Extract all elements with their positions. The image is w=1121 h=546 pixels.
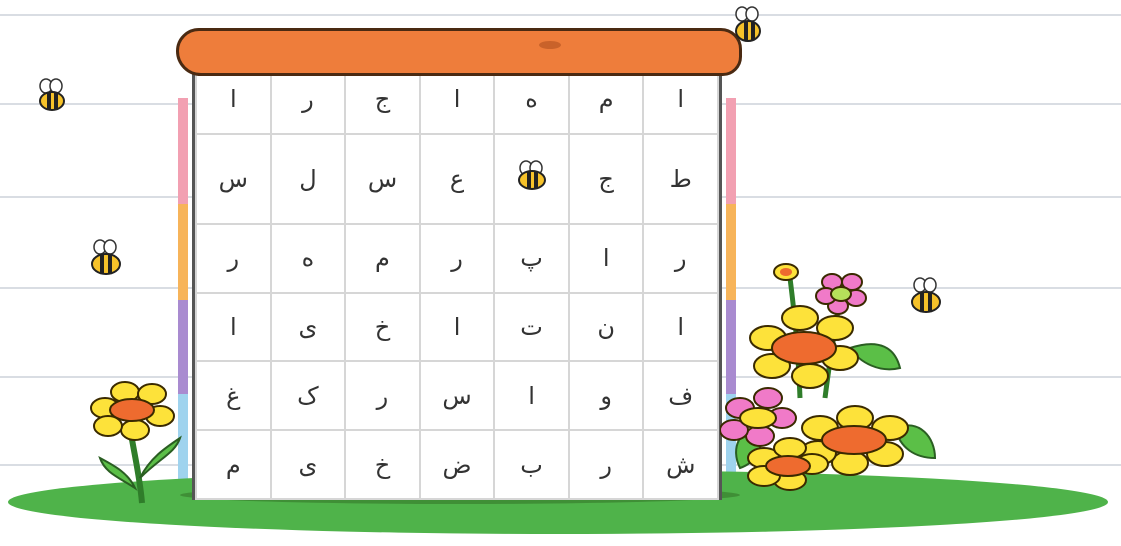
grid-letter: ج xyxy=(598,164,614,193)
grid-letter: س xyxy=(218,164,248,193)
grid-cell[interactable] xyxy=(420,430,495,499)
grid-cell[interactable] xyxy=(345,430,420,499)
grid-letter: خ xyxy=(374,450,391,479)
grid-letter: ا xyxy=(528,381,535,410)
board-top-bar xyxy=(176,28,742,76)
grid-cell[interactable] xyxy=(196,430,271,499)
grid-cell[interactable] xyxy=(271,293,346,362)
grid-letter: ش xyxy=(666,450,696,479)
grid-cell[interactable] xyxy=(271,134,346,224)
letter-grid xyxy=(195,64,719,500)
grid-cell[interactable] xyxy=(420,224,495,293)
bee-icon xyxy=(86,238,126,278)
grid-letter: س xyxy=(442,381,472,410)
grid-cell[interactable] xyxy=(569,293,644,362)
grid-letter: ا xyxy=(229,313,237,342)
bee-icon xyxy=(730,6,766,46)
grid-letter: ر xyxy=(227,244,240,273)
grid-cell[interactable] xyxy=(494,430,569,499)
grid-row xyxy=(196,224,718,293)
ruled-line xyxy=(0,14,1121,16)
grid-cell[interactable] xyxy=(569,134,644,224)
grid-letter: ل xyxy=(299,164,317,193)
grid-letter: غ xyxy=(226,381,241,410)
flower-left xyxy=(80,378,190,508)
bee-icon xyxy=(34,78,70,114)
grid-cell[interactable] xyxy=(196,293,271,362)
grid-cell[interactable] xyxy=(345,361,420,430)
right-color-strip xyxy=(726,98,736,204)
grid-cell[interactable] xyxy=(271,224,346,293)
grid-letter: ج xyxy=(374,85,391,114)
grid-letter: ا xyxy=(677,85,685,114)
grid-letter: ض xyxy=(442,450,472,479)
grid-cell[interactable] xyxy=(196,134,271,224)
grid-letter: ب xyxy=(520,450,543,479)
grid-letter: ف xyxy=(668,381,694,410)
left-color-strip xyxy=(178,98,188,204)
grid-cell[interactable] xyxy=(420,134,495,224)
grid-letter: ی xyxy=(298,313,318,342)
grid-letter: ا xyxy=(677,313,685,342)
left-color-strip xyxy=(178,204,188,300)
grid-letter: ن xyxy=(597,313,615,342)
grid-cell[interactable] xyxy=(345,224,420,293)
grid-letter: ک xyxy=(297,381,319,410)
grid-cell[interactable] xyxy=(196,224,271,293)
grid-letter: ت xyxy=(520,313,543,342)
word-search-board xyxy=(192,64,722,500)
grid-letter: ر xyxy=(451,244,463,273)
grid-letter: ر xyxy=(674,244,687,273)
grid-cell[interactable] xyxy=(271,361,346,430)
grid-cell[interactable] xyxy=(420,293,495,362)
grid-cell[interactable] xyxy=(494,361,569,430)
grid-cell[interactable] xyxy=(643,224,718,293)
grid-cell[interactable] xyxy=(643,293,718,362)
grid-letter: ا xyxy=(453,85,461,114)
grid-letter: خ xyxy=(374,313,391,342)
grid-letter: ر xyxy=(376,381,389,410)
grid-cell-bee[interactable] xyxy=(494,134,569,224)
grid-row xyxy=(196,293,718,362)
grid-cell[interactable] xyxy=(345,293,420,362)
bee-icon xyxy=(906,276,946,316)
grid-cell[interactable] xyxy=(420,361,495,430)
grid-cell[interactable] xyxy=(569,430,644,499)
grid-letter: ی xyxy=(298,450,318,479)
grid-cell[interactable] xyxy=(271,430,346,499)
grid-letter: س xyxy=(367,164,398,193)
grid-letter: ه xyxy=(301,244,315,273)
grid-letter: ر xyxy=(600,450,612,479)
grid-row xyxy=(196,430,718,499)
grid-letter: ر xyxy=(302,85,314,114)
grid-letter: م xyxy=(375,244,390,273)
grid-letter: ا xyxy=(453,313,461,342)
grid-letter: پ xyxy=(520,244,543,273)
grid-letter: و xyxy=(600,381,612,410)
grid-cell[interactable] xyxy=(494,293,569,362)
grid-letter: م xyxy=(225,450,241,479)
grid-cell[interactable] xyxy=(643,134,718,224)
grid-letter: ط xyxy=(669,164,692,193)
grid-cell[interactable] xyxy=(196,361,271,430)
bee-icon xyxy=(514,160,550,192)
grid-letter: ع xyxy=(449,164,465,193)
grid-letter: ا xyxy=(602,244,610,273)
grid-row xyxy=(196,361,718,430)
grid-row xyxy=(196,134,718,224)
grid-cell[interactable] xyxy=(569,361,644,430)
grid-cell[interactable] xyxy=(643,430,718,499)
grid-letter: م xyxy=(598,85,614,114)
grid-letter: ا xyxy=(229,85,237,114)
grid-cell[interactable] xyxy=(345,134,420,224)
grid-cell[interactable] xyxy=(569,224,644,293)
grid-letter: ه xyxy=(525,85,538,114)
grid-cell[interactable] xyxy=(494,224,569,293)
grid-cell[interactable] xyxy=(643,361,718,430)
